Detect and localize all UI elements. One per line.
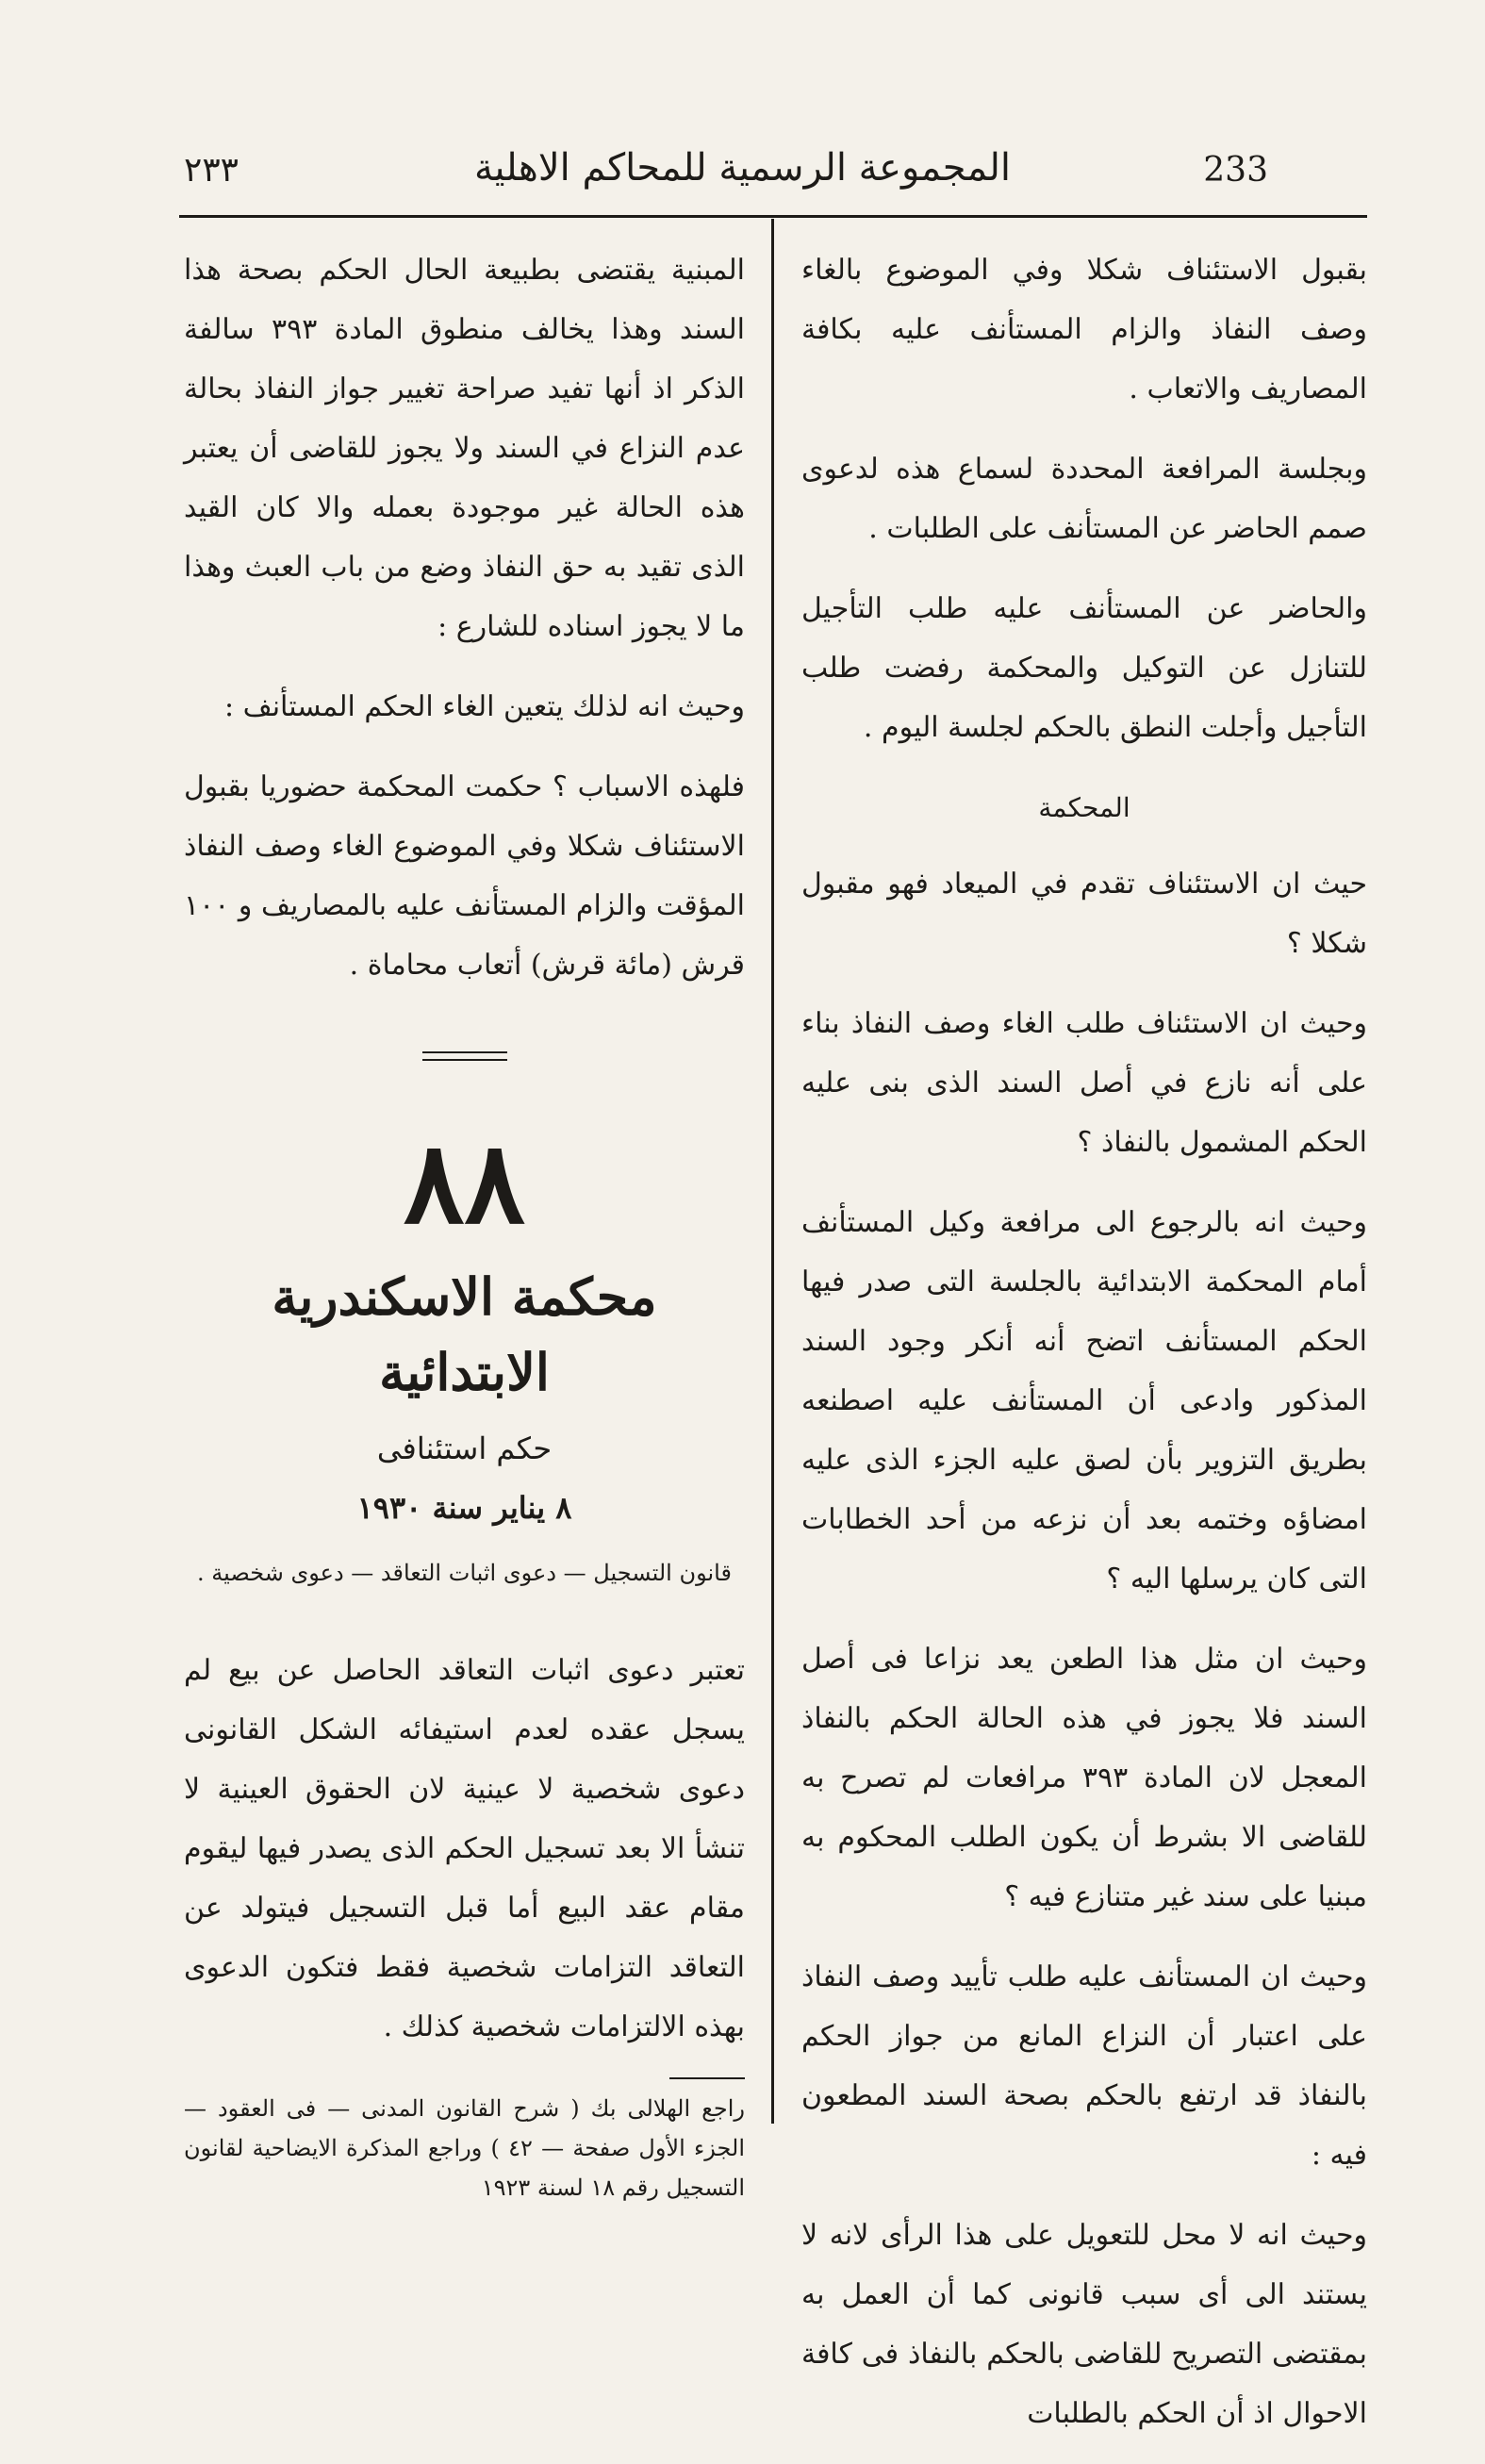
paragraph: وحيث انه بالرجوع الى مرافعة وكيل المستأنف أمام المحكمة الابتدائية بالجلسة التى صدر فيها الحكم المستأنف اتضح أنه أنكر وجود السند المذكور وادعى أن المستأنف عليه اصطنعه بطريق التزوير بأن لصق عليه الجزء الذى عليه امضاؤه وختمه بعد أن نزعه من أحد الخطابات التى كان يرسلها اليه ؟ — [801, 1206, 1367, 1596]
right-column — [801, 240, 1367, 2464]
paragraph: وبجلسة المرافعة المحددة لسماع هذه لدعوى صمم الحاضر عن المستأنف على الطلبات . — [801, 453, 1367, 545]
court-name: محكمة الاسكندرية الابتدائية — [272, 1266, 657, 1402]
left-column — [184, 240, 745, 2228]
page-number-arabic: ٢٣٣ — [184, 151, 239, 190]
paragraph: وحيث ان مثل هذا الطعن يعد نزاعا فى أصل السند فلا يجوز في هذه الحالة الحكم بالنفاذ المعجل لان المادة ٣٩٣ مرافعات لم تصرح به للقاضى الا بشرط أن يكون الطلب المحكوم به مبنيا على سند غير متنازع فيه ؟ — [801, 1643, 1367, 1913]
section-heading: المحكمة — [1038, 792, 1130, 823]
paragraph: فلهذه الاسباب ؟ حكمت المحكمة حضوريا بقبول الاستئناف شكلا وفي الموضوع الغاء وصف النفاذ المؤقت والزام المستأنف عليه بالمصاريف و ١٠٠ قرش (مائة قرش) أتعاب محاماة . — [184, 770, 745, 982]
paragraph: بقبول الاستئناف شكلا وفي الموضوع بالغاء وصف النفاذ والزام المستأنف عليه بكافة المصاريف والاتعاب . — [801, 254, 1367, 405]
footnote: راجع الهلالى بك ( شرح القانون المدنى — فى العقود — الجزء الأول صفحة — ٤٢ ) وراجع المذكرة الايضاحية لقانون التسجيل رقم ١٨ لسنة ١٩٢٣ — [184, 2095, 745, 2201]
section-separator — [422, 1051, 507, 1061]
ruling-type: حكم استئنافى — [376, 1430, 553, 1466]
column-divider — [771, 219, 774, 2124]
header-rule — [179, 215, 1367, 218]
paragraph: تعتبر دعوى اثبات التعاقد الحاصل عن بيع لم يسجل عقده لعدم استيفائه الشكل القانونى دعوى شخصية لا عينية لان الحقوق العينية لا تنشأ الا بعد تسجيل الحكم الذى يصدر فيها ليقوم مقام عقد البيع أما قبل التسجيل فيتولد عن التعاقد التزامات شخصية فقط فتكون الدعوى بهذه الالتزامات شخصية كذلك . — [184, 1654, 745, 2043]
ruling-date: ٨ يناير سنة ١٩٣٠ — [356, 1490, 572, 1526]
paragraph: حيث ان الاستئناف تقدم في الميعاد فهو مقبول شكلا ؟ — [801, 868, 1367, 960]
page-number-latin: 233 — [1203, 151, 1268, 190]
paragraph: وحيث انه لا محل للتعويل على هذا الرأى لانه لا يستند الى أى سبب قانونى كما أن العمل به بمقتضى التصريح للقاضى بالحكم بالنفاذ فى كافة الاحوال اذ أن الحكم بالطلبات — [801, 2219, 1367, 2430]
journal-title: المجموعة الرسمية للمحاكم الاهلية — [473, 146, 1012, 190]
footnote-rule — [669, 2077, 745, 2079]
paragraph: وحيث ان الاستئناف طلب الغاء وصف النفاذ بناء على أنه نازع في أصل السند الذى بنى عليه الحكم المشمول بالنفاذ ؟ — [801, 1007, 1367, 1159]
keywords: قانون التسجيل — دعوى اثبات التعاقد — دعوى شخصية . — [197, 1560, 732, 1586]
paragraph: والحاضر عن المستأنف عليه طلب التأجيل للتنازل عن التوكيل والمحكمة رفضت طلب التأجيل وأجلت النطق بالحكم لجلسة اليوم . — [801, 592, 1367, 744]
paragraph: وحيث انه لذلك يتعين الغاء الحكم المستأنف : — [224, 690, 745, 723]
case-number: ٨٨ — [404, 1116, 525, 1249]
paragraph: وحيث ان المستأنف عليه طلب تأييد وصف النفاذ على اعتبار أن النزاع المانع من جواز الحكم بالنفاذ قد ارتفع بالحكم بصحة السند المطعون فيه : — [801, 1960, 1367, 2172]
paragraph: المبنية يقتضى بطبيعة الحال الحكم بصحة هذا السند وهذا يخالف منطوق المادة ٣٩٣ سالفة الذكر اذ أنها تفيد صراحة تغيير جواز النفاذ بحالة عدم النزاع في السند ولا يجوز للقاضى أن يعتبر هذه الحالة غير موجودة بعمله والا كان القيد الذى تقيد به حق النفاذ وضع من باب العبث وهذا ما لا يجوز اسناده للشارع : — [184, 254, 746, 643]
